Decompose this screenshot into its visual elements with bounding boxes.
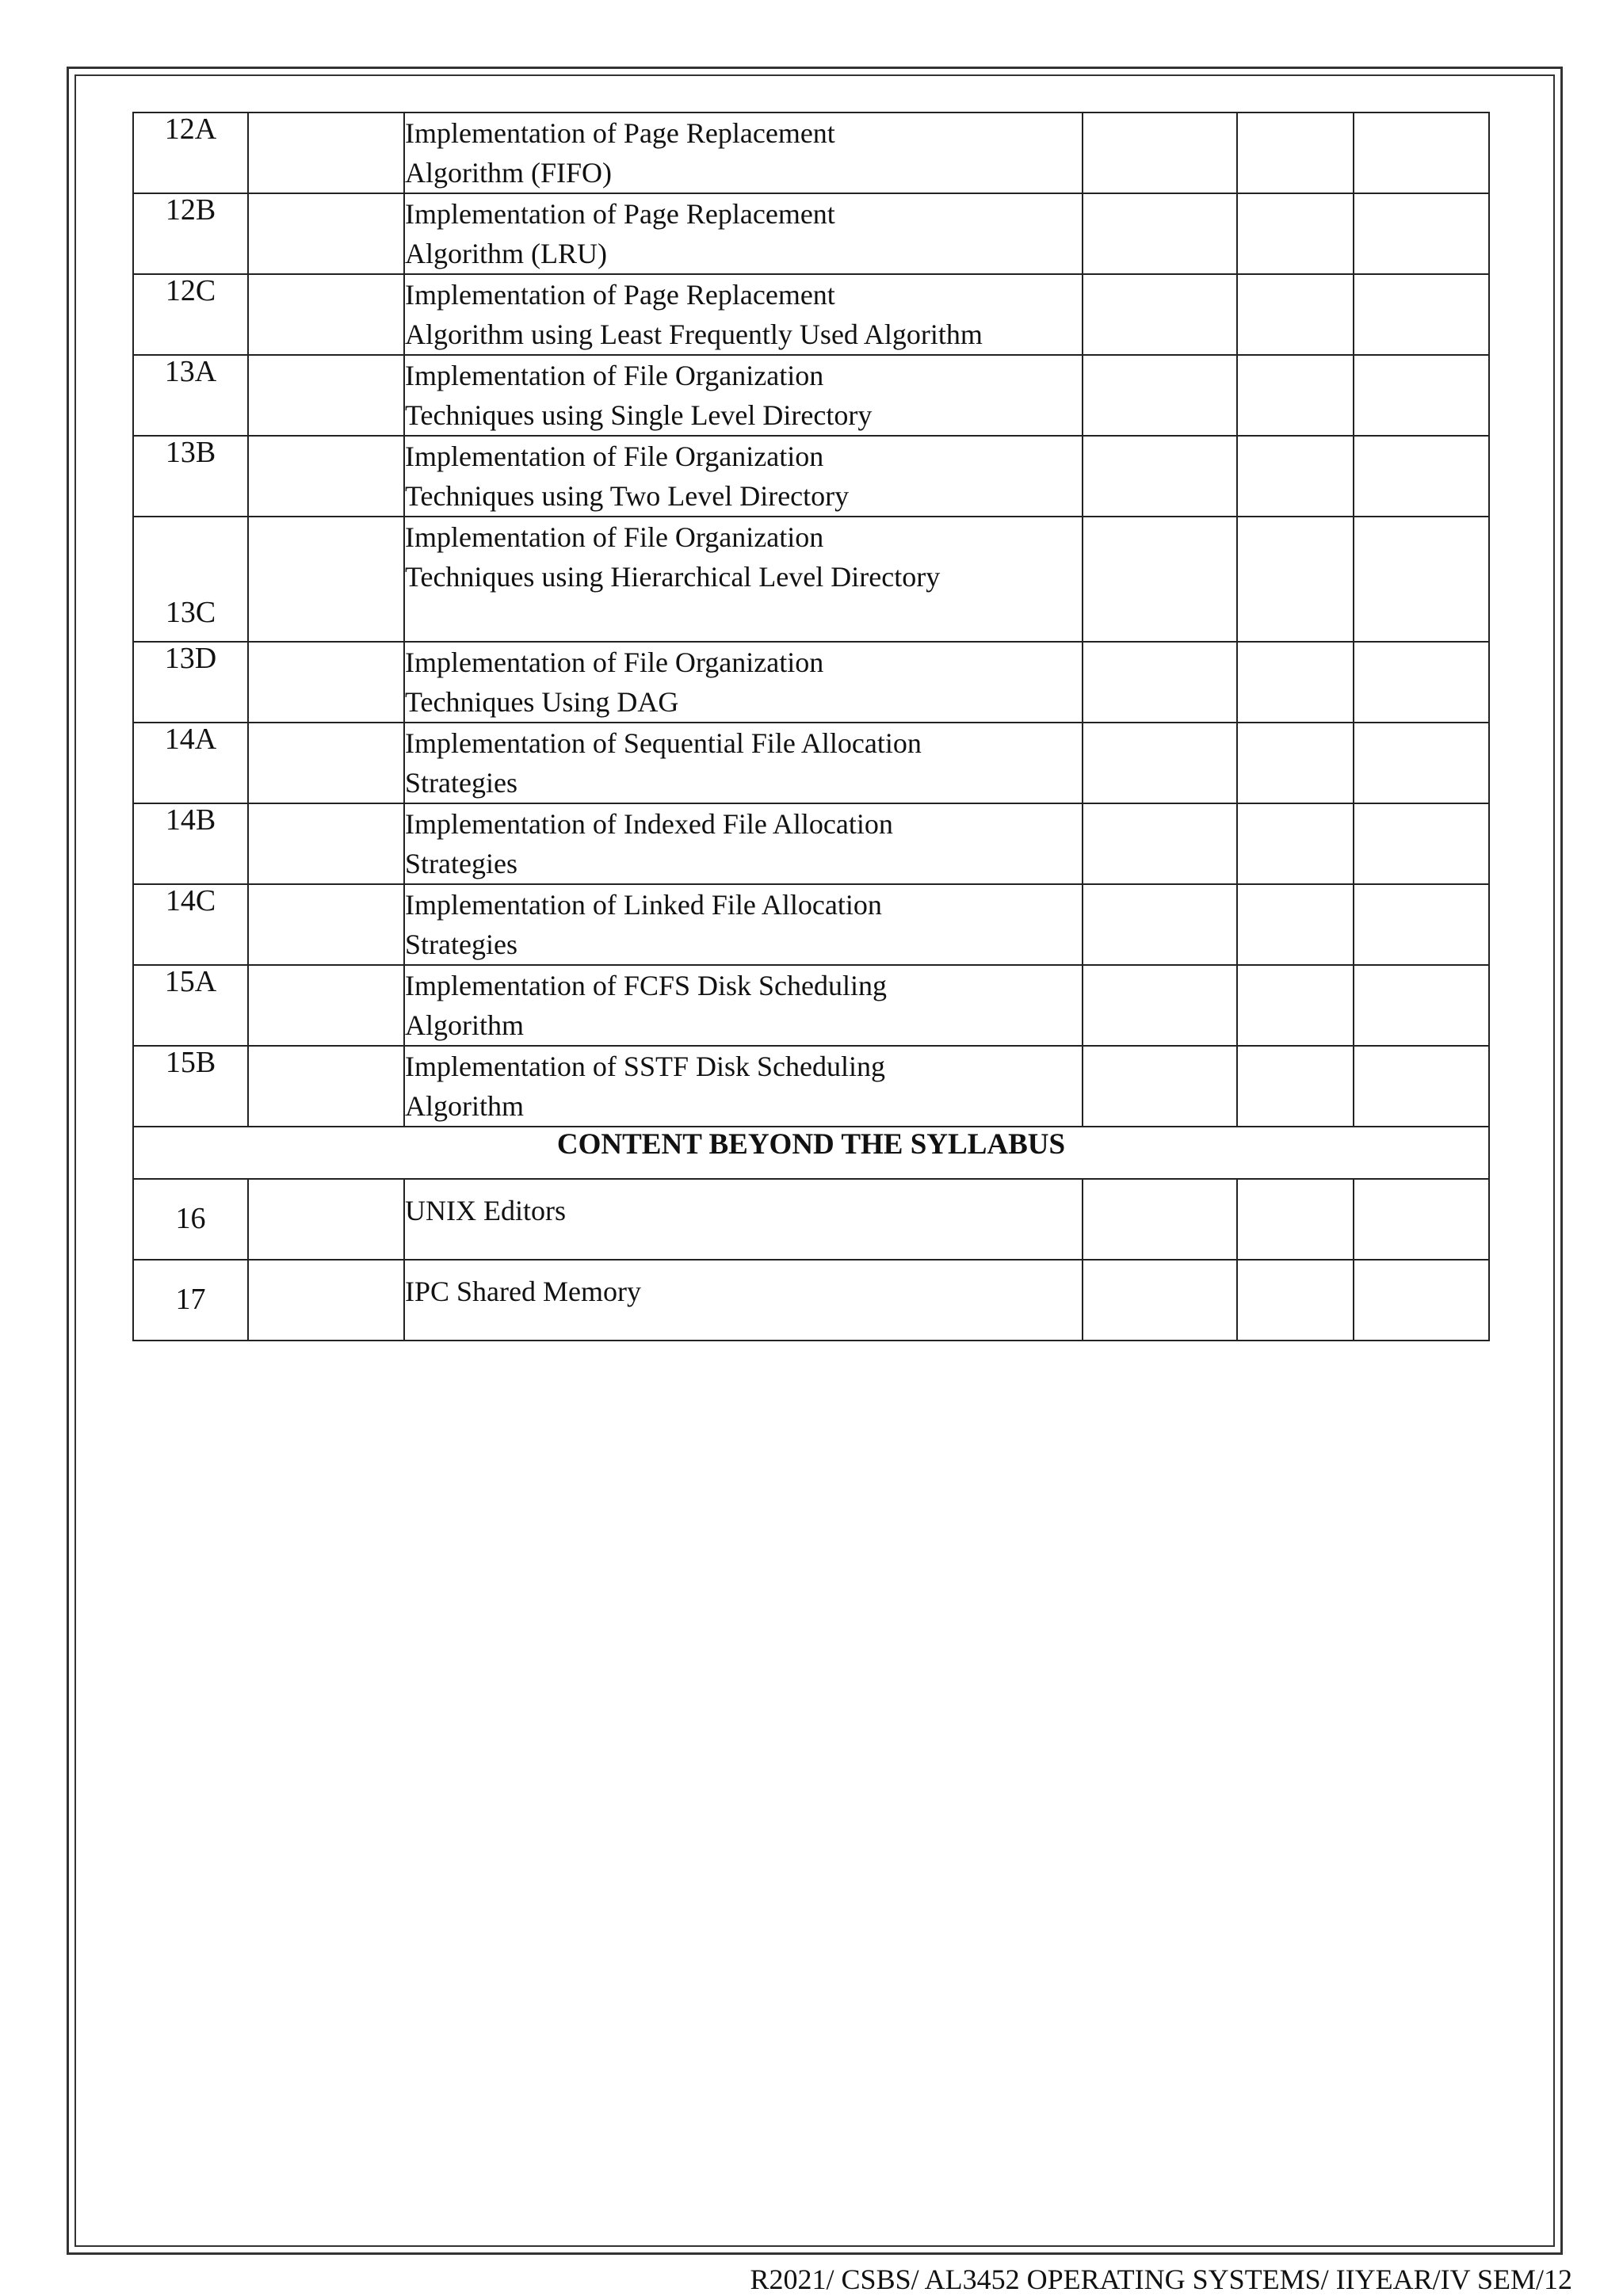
table-row (133, 1046, 1489, 1127)
experiment-title-line: Strategies (405, 848, 517, 879)
experiment-title-line: Implementation of Page Replacement (405, 198, 835, 230)
signature-cell (1354, 1046, 1489, 1127)
signature-cell (1354, 113, 1489, 193)
page-no-cell (1083, 884, 1237, 965)
date-cell (248, 113, 404, 193)
date-cell (248, 274, 404, 355)
section-row (133, 1127, 1489, 1179)
marks-cell (1237, 274, 1354, 355)
marks-cell (1237, 193, 1354, 274)
experiment-number: 14C (133, 884, 248, 965)
experiment-number: 15B (133, 1046, 248, 1127)
page-no-cell (1083, 723, 1237, 803)
experiment-title (404, 642, 1083, 723)
experiment-title (404, 723, 1083, 803)
experiment-title-line: Implementation of File Organization (405, 646, 824, 678)
experiment-title-line: Techniques using Single Level Directory (405, 399, 873, 431)
experiment-number: 15A (133, 965, 248, 1046)
experiment-title-line: Algorithm (FIFO) (405, 157, 612, 189)
table-row (133, 1179, 1489, 1260)
page-no-cell (1083, 1046, 1237, 1127)
table-row (133, 803, 1489, 884)
experiment-number: 14B (133, 803, 248, 884)
experiment-number: 13B (133, 436, 248, 517)
table-row (133, 355, 1489, 436)
page-no-cell (1083, 113, 1237, 193)
experiment-title (404, 193, 1083, 274)
marks-cell (1237, 517, 1354, 642)
experiment-title-line: Implementation of SSTF Disk Scheduling (405, 1051, 885, 1082)
experiment-title (404, 517, 1083, 642)
experiment-number: 13A (133, 355, 248, 436)
table-row (133, 642, 1489, 723)
experiment-number: 12A (133, 113, 248, 193)
marks-cell (1237, 113, 1354, 193)
date-cell (248, 517, 404, 642)
date-cell (248, 642, 404, 723)
experiment-title-line: Implementation of File Organization (405, 521, 824, 553)
page-no-cell (1083, 193, 1237, 274)
signature-cell (1354, 517, 1489, 642)
experiment-title-line: Implementation of FCFS Disk Scheduling (405, 970, 887, 1001)
experiment-number: 12C (133, 274, 248, 355)
date-cell (248, 436, 404, 517)
experiment-title-line: Implementation of Linked File Allocation (405, 889, 882, 921)
signature-cell (1354, 1179, 1489, 1260)
date-cell (248, 355, 404, 436)
experiment-title (404, 965, 1083, 1046)
page-no-cell (1083, 1179, 1237, 1260)
table-row (133, 965, 1489, 1046)
marks-cell (1237, 723, 1354, 803)
table-row (133, 723, 1489, 803)
page-no-cell (1083, 517, 1237, 642)
marks-cell (1237, 642, 1354, 723)
marks-cell (1237, 803, 1354, 884)
experiment-title-line: Implementation of File Organization (405, 360, 824, 391)
marks-cell (1237, 355, 1354, 436)
experiment-title: UNIX Editors (404, 1179, 1083, 1260)
experiment-number: 12B (133, 193, 248, 274)
table-row (133, 274, 1489, 355)
experiment-title (404, 803, 1083, 884)
signature-cell (1354, 355, 1489, 436)
experiment-title: IPC Shared Memory (404, 1260, 1083, 1341)
date-cell (248, 965, 404, 1046)
experiment-rows (133, 113, 1489, 1341)
experiment-title-line: Algorithm (405, 1009, 524, 1041)
experiment-number: 13D (133, 642, 248, 723)
experiment-title-line: Algorithm (405, 1090, 524, 1122)
marks-cell (1237, 1046, 1354, 1127)
experiment-number: 13C (133, 517, 248, 642)
marks-cell (1237, 884, 1354, 965)
date-cell (248, 723, 404, 803)
signature-cell (1354, 436, 1489, 517)
date-cell (248, 1179, 404, 1260)
signature-cell (1354, 1260, 1489, 1341)
table-row (133, 113, 1489, 193)
page-footer: R2021/ CSBS/ AL3452 OPERATING SYSTEMS/ IIYEAR/IV SEM/12 (750, 2264, 1572, 2295)
experiment-title-line: Implementation of Indexed File Allocation (405, 808, 893, 840)
signature-cell (1354, 803, 1489, 884)
experiment-number: 16 (133, 1179, 248, 1260)
page-no-cell (1083, 803, 1237, 884)
page-no-cell (1083, 355, 1237, 436)
experiment-title (404, 884, 1083, 965)
experiment-title-line: Implementation of Page Replacement (405, 279, 835, 311)
experiment-title-line: Techniques using Hierarchical Level Directory (405, 561, 941, 593)
table-row (133, 193, 1489, 274)
signature-cell (1354, 274, 1489, 355)
page-no-cell (1083, 1260, 1237, 1341)
table-row (133, 517, 1489, 642)
date-cell (248, 193, 404, 274)
experiment-number: 14A (133, 723, 248, 803)
page-no-cell (1083, 965, 1237, 1046)
experiment-title (404, 113, 1083, 193)
experiment-number: 17 (133, 1260, 248, 1341)
date-cell (248, 1260, 404, 1341)
experiment-title-line: Techniques using Two Level Directory (405, 480, 850, 512)
experiment-title-line: Algorithm (LRU) (405, 238, 607, 269)
experiment-list-table (132, 112, 1490, 1341)
experiment-title-line: Strategies (405, 929, 517, 960)
experiment-title (404, 436, 1083, 517)
experiment-title-line: Implementation of Sequential File Allocation (405, 727, 922, 759)
experiment-title (404, 1046, 1083, 1127)
experiment-title-line: Algorithm using Least Frequently Used Algorithm (405, 318, 983, 350)
table-row (133, 1260, 1489, 1341)
experiment-title-line: Techniques Using DAG (405, 686, 679, 718)
marks-cell (1237, 1179, 1354, 1260)
experiment-title (404, 355, 1083, 436)
signature-cell (1354, 965, 1489, 1046)
date-cell (248, 884, 404, 965)
experiment-title-line: Implementation of Page Replacement (405, 117, 835, 149)
marks-cell (1237, 965, 1354, 1046)
page-no-cell (1083, 436, 1237, 517)
table-row (133, 884, 1489, 965)
table-row (133, 436, 1489, 517)
signature-cell (1354, 884, 1489, 965)
date-cell (248, 1046, 404, 1127)
experiment-title-line: Strategies (405, 767, 517, 799)
experiment-title (404, 274, 1083, 355)
marks-cell (1237, 1260, 1354, 1341)
section-heading: CONTENT BEYOND THE SYLLABUS (133, 1127, 1489, 1179)
signature-cell (1354, 723, 1489, 803)
page-no-cell (1083, 642, 1237, 723)
page-no-cell (1083, 274, 1237, 355)
signature-cell (1354, 193, 1489, 274)
experiment-title-line: Implementation of File Organization (405, 441, 824, 472)
signature-cell (1354, 642, 1489, 723)
date-cell (248, 803, 404, 884)
marks-cell (1237, 436, 1354, 517)
